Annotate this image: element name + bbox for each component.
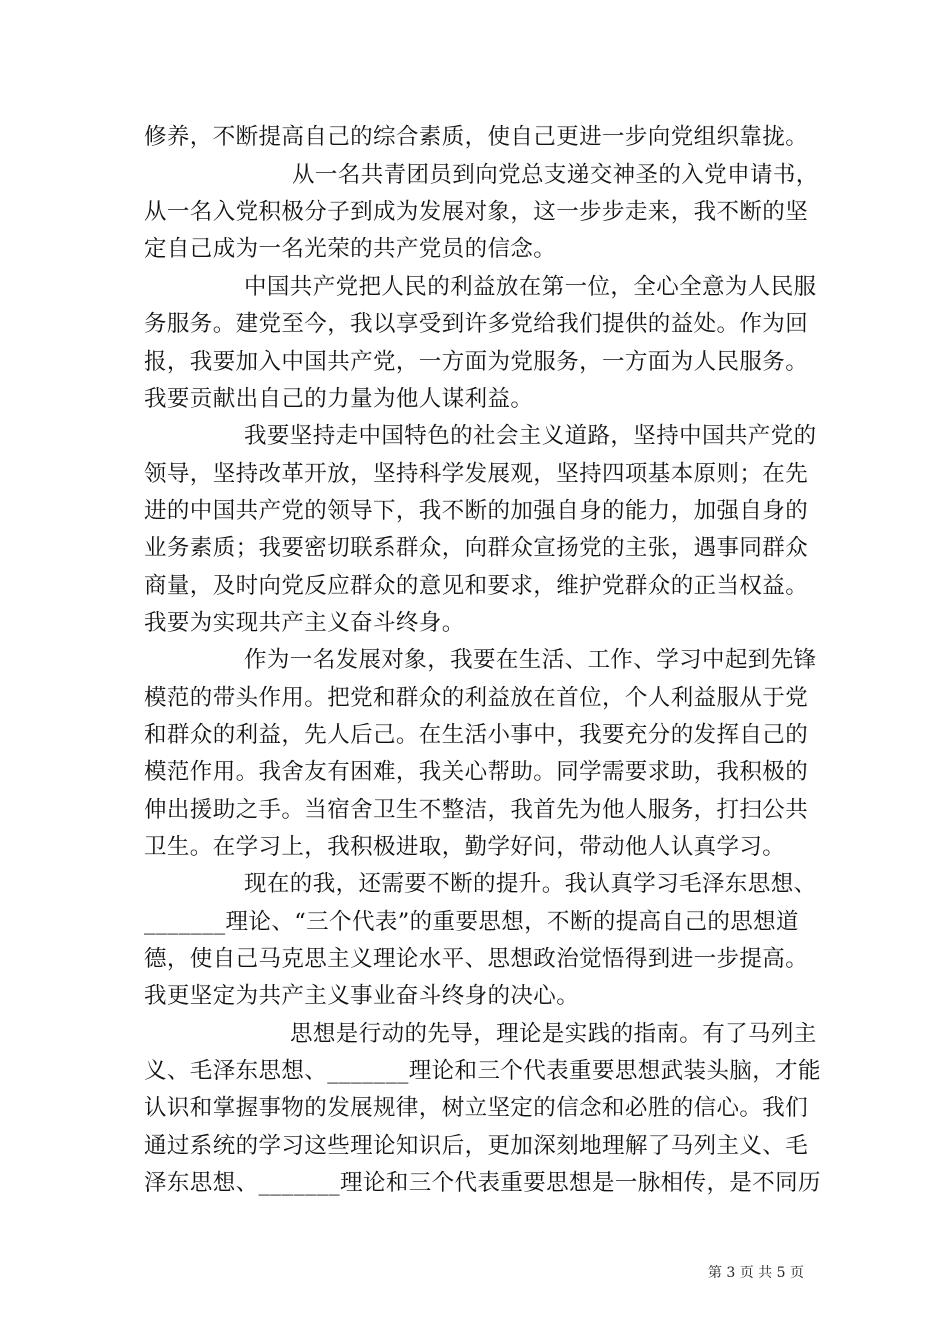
text-line: 业务素质；我要密切联系群众，向群众宣扬党的主张，遇事同群众: [144, 535, 809, 561]
text-line: 认识和掌握事物的发展规律，树立坚定的信念和必胜的信心。我们: [144, 1095, 809, 1121]
text-line: 修养，不断提高自己的综合素质，使自己更进一步向党组织靠拢。: [144, 124, 809, 150]
text-line: 商量，及时向党反应群众的意见和要求，维护党群众的正当权益。: [144, 573, 809, 599]
text-line: 义、毛泽东思想、_______理论和三个代表重要思想武装头脑，才能: [144, 1058, 821, 1084]
text-line: 进的中国共产党的领导下，我不断的加强自身的能力，加强自身的: [144, 498, 809, 524]
text-line: 报，我要加入中国共产党，一方面为党服务，一方面为人民服务。: [144, 349, 809, 375]
text-line: 模范的带头作用。把党和群众的利益放在首位，个人利益服从于党: [144, 685, 809, 711]
page-number: 第 3 页 共 5 页: [707, 1265, 804, 1281]
text-line: 作为一名发展对象，我要在生活、工作、学习中起到先锋: [244, 647, 817, 673]
text-line: 通过系统的学习这些理论知识后，更加深刻地理解了马列主义、毛: [144, 1133, 809, 1159]
text-line: 中国共产党把人民的利益放在第一位，全心全意为人民服: [244, 274, 817, 300]
text-line: _______理论、“三个代表”的重要思想，不断的提高自己的思想道: [144, 909, 799, 935]
text-line: 现在的我，还需要不断的提升。我认真学习毛泽东思想、: [244, 871, 817, 897]
text-line: 我要为实现共产主义奋斗终身。: [144, 610, 465, 636]
text-line: 我更坚定为共产主义事业奋斗终身的决心。: [144, 983, 580, 1009]
text-line: 从一名共青团员到向党总支递交神圣的入党申请书，: [292, 162, 819, 188]
text-line: 泽东思想、_______理论和三个代表重要思想是一脉相传，是不同历: [144, 1170, 821, 1196]
text-line: 从一名入党积极分子到成为发展对象，这一步步走来，我不断的坚: [144, 199, 809, 225]
text-line: 卫生。在学习上，我积极进取，勤学好问，带动他人认真学习。: [144, 834, 786, 860]
text-line: 德，使自己马克思主义理论水平、思想政治觉悟得到进一步提高。: [144, 946, 809, 972]
text-line: 伸出援助之手。当宿舍卫生不整洁，我首先为他人服务，打扫公共: [144, 797, 809, 823]
text-line: 和群众的利益，先人后己。在生活小事中，我要充分的发挥自己的: [144, 722, 809, 748]
text-line: 思想是行动的先导，理论是实践的指南。有了马列主: [290, 1021, 817, 1047]
text-line: 我要坚持走中国特色的社会主义道路，坚持中国共产党的: [244, 423, 817, 449]
text-line: 领导，坚持改革开放，坚持科学发展观，坚持四项基本原则；在先: [144, 461, 809, 487]
text-line: 模范作用。我舍友有困难，我关心帮助。同学需要求助，我积极的: [144, 759, 809, 785]
text-line: 务服务。建党至今，我以享受到许多党给我们提供的益处。作为回: [144, 311, 809, 337]
text-line: 我要贡献出自己的力量为他人谋利益。: [144, 386, 534, 412]
text-line: 定自己成为一名光荣的共产党员的信念。: [144, 236, 557, 262]
